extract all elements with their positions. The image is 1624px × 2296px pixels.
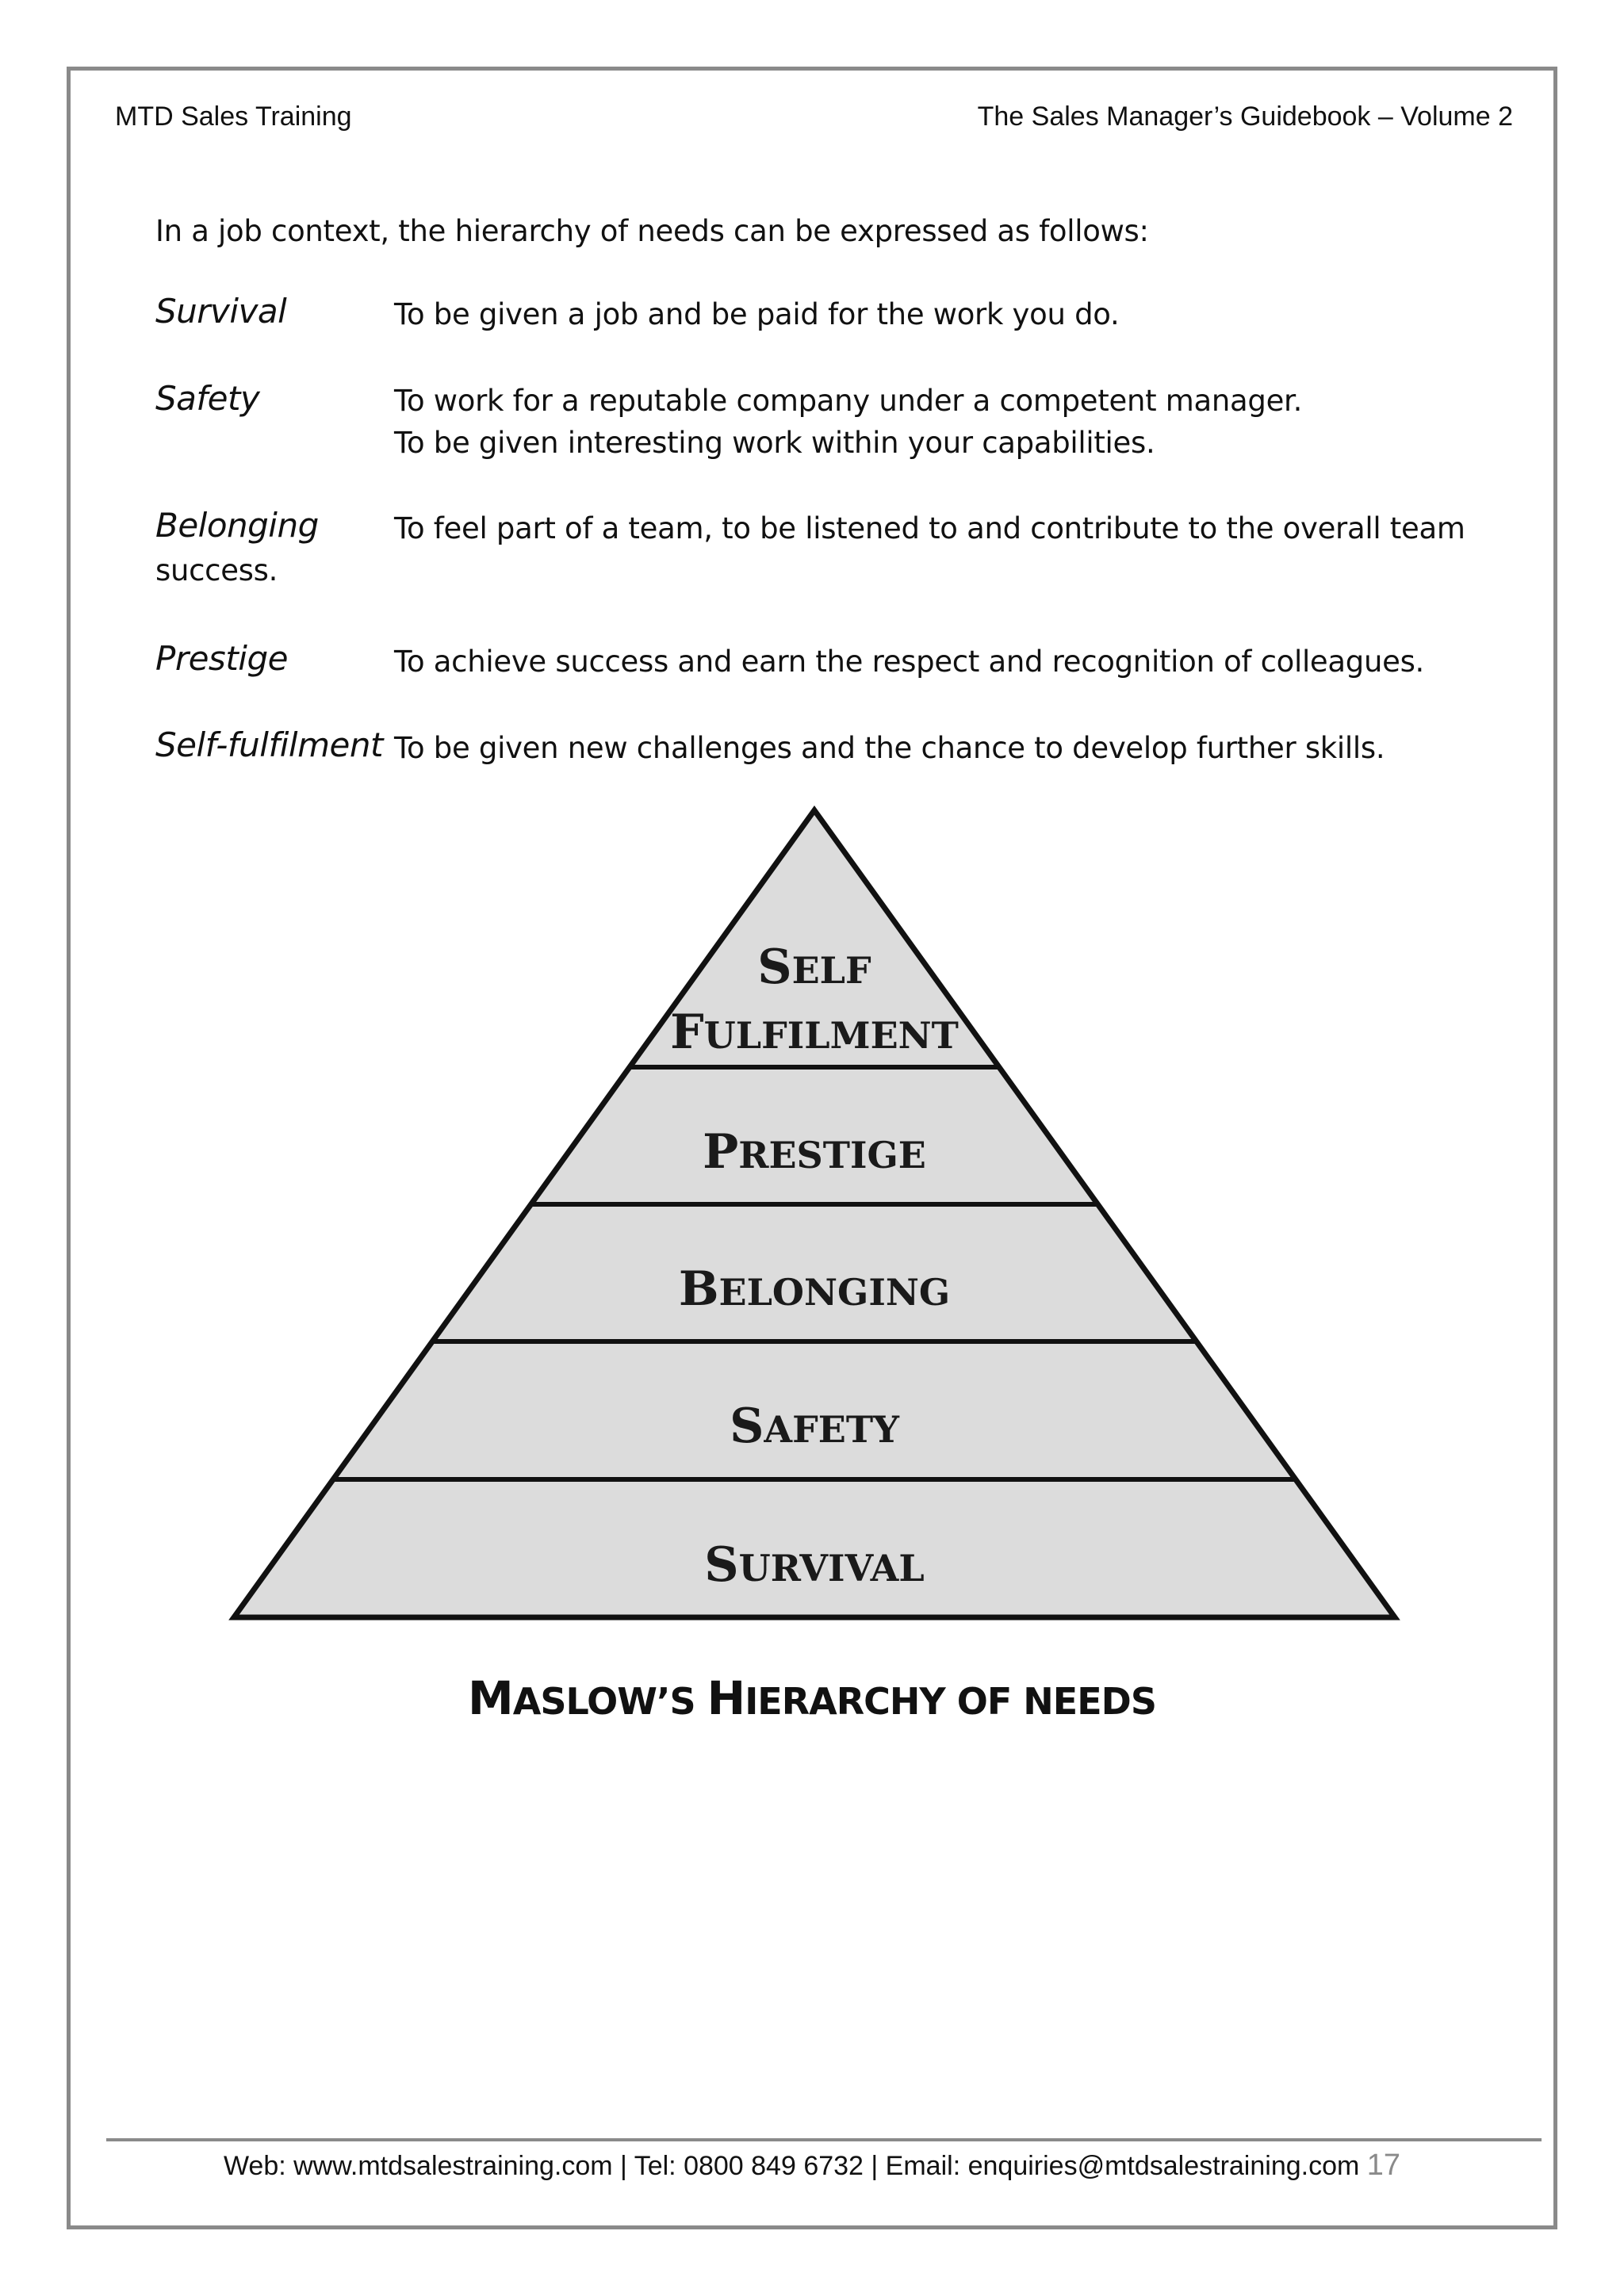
need-term-survival: Survival — [155, 292, 287, 331]
pyramid-label-self-fulfilment: SELF — [757, 939, 871, 995]
need-desc-safety-1: To work for a reputable company under a competent manager. — [394, 384, 1303, 418]
pyramid-label-self-fulfilment: FULFILMENT — [670, 1004, 959, 1060]
need-term-safety: Safety — [155, 379, 260, 418]
need-term-belonging: Belonging — [155, 506, 319, 545]
need-desc-belonging-wrap: success. — [155, 553, 278, 587]
need-term-prestige: Prestige — [155, 639, 288, 678]
diagram-caption: MASLOW’S HIERARCHY OF NEEDS — [468, 1671, 1156, 1725]
header-right: The Sales Manager’s Guidebook – Volume 2 — [977, 101, 1513, 132]
intro-text: In a job context, the hierarchy of needs can be expressed as follows: — [155, 214, 1149, 248]
pyramid-tiers — [234, 810, 1395, 1617]
need-desc-safety-2: To be given interesting work within your capabilities. — [394, 426, 1155, 460]
footer-divider — [106, 2138, 1542, 2141]
need-term-self-fulfilment: Self-fulfilment — [155, 725, 383, 764]
header-left: MTD Sales Training — [115, 101, 352, 132]
need-desc-prestige: To achieve success and earn the respect and recognition of colleagues. — [394, 645, 1425, 679]
footer-contact: Web: www.mtdsalestraining.com | Tel: 0800 849 6732 | Email: enquiries@mtdsalestraining.com — [223, 2151, 1360, 2181]
pyramid-label-survival: SURVIVAL — [704, 1537, 925, 1593]
need-desc-survival: To be given a job and be paid for the work you do. — [394, 297, 1120, 331]
need-desc-belonging: To feel part of a team, to be listened to and contribute to the overall team — [394, 511, 1465, 545]
need-desc-self-fulfilment: To be given new challenges and the chance to develop further skills. — [394, 731, 1385, 765]
pyramid-label-prestige: PRESTIGE — [703, 1124, 926, 1180]
page-number: 17 — [1366, 2149, 1401, 2182]
pyramid-label-belonging: BELONGING — [678, 1261, 951, 1317]
pyramid-label-safety: SAFETY — [730, 1399, 899, 1454]
footer — [0, 2149, 1624, 2183]
pyramid-outline — [234, 810, 1395, 1617]
